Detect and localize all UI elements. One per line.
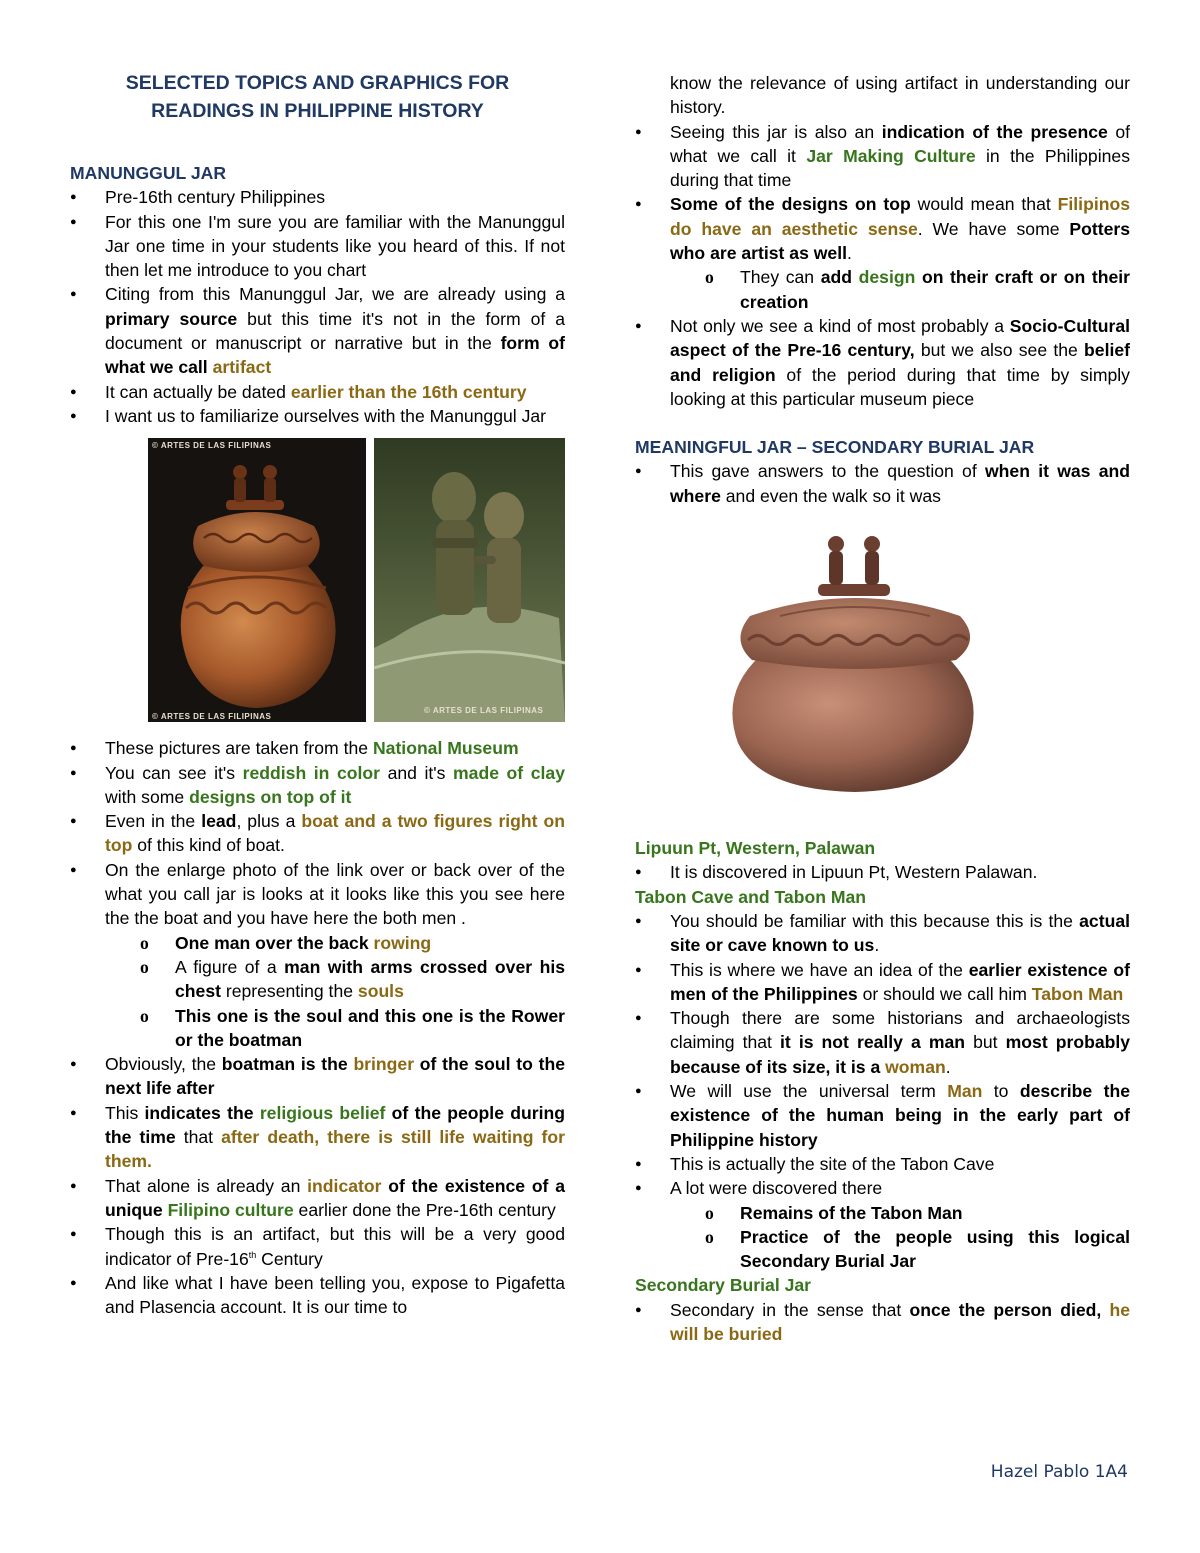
title-line-2: READINGS IN PHILIPPINE HISTORY [151, 100, 484, 122]
list-item: ● This indicates the religious belief of the people during the time that after death, there is still life waiting for them. [70, 1101, 565, 1174]
sub-list-item: o Remains of the Tabon Man [635, 1201, 1130, 1225]
list-item: ● It is discovered in Lipuun Pt, Western Palawan. [635, 860, 1130, 884]
heading-meaningful-jar: MEANINGFUL JAR – SECONDARY BURIAL JAR [635, 437, 1035, 458]
lipuun-list [635, 860, 1130, 884]
heading-secondary-burial: Secondary Burial Jar [635, 1275, 812, 1296]
list-item: ● Some of the designs on top would mean that Filipinos do have an aesthetic sense. We have some Potters who are artist as well. o They can add design on their craft or on their creation [635, 192, 1130, 313]
manunggul-list [70, 185, 565, 428]
list-item: ● This is actually the site of the Tabon Cave [635, 1152, 1130, 1176]
meaningful-jar-list [635, 459, 1130, 508]
manunggul-figures-photo [374, 438, 565, 722]
manunggul-description-list [70, 736, 565, 1319]
list-item: ● I want us to familiarize ourselves with the Manunggul Jar [70, 404, 565, 428]
sub-list [635, 265, 1130, 314]
list-item: ● These pictures are taken from the National Museum [70, 736, 565, 760]
photo-caption-2: © ARTES DE LAS FILIPINAS [152, 712, 272, 722]
list-item: ● Secondary in the sense that once the person died, he will be buried [635, 1298, 1130, 1347]
list-item: ● This is where we have an idea of the earlier existence of men of the Philippines or should we call him Tabon Man [635, 958, 1130, 1007]
sub-list-item: o Practice of the people using this logical Secondary Burial Jar [635, 1225, 1130, 1274]
sub-list [70, 931, 565, 1052]
list-item: ● We will use the universal term Man to describe the existence of the human being in the early part of Philippine history [635, 1079, 1130, 1152]
list-item: ● On the enlarge photo of the link over or back over of the what you call jar is looks at it looks like this you see here the the boat and you have here the both men . o One man over the back rowing o A figure of a man with arms crossed over his chest representing the souls o This one is the soul and this one is the Rower or the boatman [70, 858, 565, 1052]
list-item: ● A lot were discovered there o Remains of the Tabon Man o Practice of the people using this logical Secondary Burial Jar [635, 1176, 1130, 1273]
manunggul-photos [70, 438, 565, 722]
heading-manunggul-jar: MANUNGGUL JAR [70, 163, 227, 183]
list-item: ● Though this is an artifact, but this will be a very good indicator of Pre-16th Century [70, 1222, 565, 1271]
list-item: ● Though there are some historians and archaeologists claiming that it is not really a man but most probably because of its size, it is a woman. [635, 1006, 1130, 1079]
sub-list-item: o A figure of a man with arms crossed over his chest representing the souls [70, 955, 565, 1004]
footer-author: Hazel Pablo 1A4 [990, 1462, 1128, 1482]
list-item: ● Obviously, the boatman is the bringer of the soul to the next life after [70, 1052, 565, 1101]
photo-caption-3: © ARTES DE LAS FILIPINAS [424, 706, 544, 716]
sub-list-item: o This one is the soul and this one is the Rower or the boatman [70, 1004, 565, 1053]
list-item: ● It can actually be dated earlier than the 16th century [70, 380, 565, 404]
list-item: ● You should be familiar with this because this is the actual site or cave known to us. [635, 909, 1130, 958]
burial-jar-image [720, 528, 990, 798]
heading-tabon: Tabon Cave and Tabon Man [635, 886, 867, 907]
heading-lipuun: Lipuun Pt, Western, Palawan [635, 838, 876, 859]
secondary-burial-list [635, 1298, 1130, 1347]
continued-list [635, 71, 1130, 411]
right-column [635, 0, 1130, 1346]
manunggul-jar-photo [148, 438, 366, 722]
manunggul-jar-image [148, 438, 366, 722]
list-item: ● You can see it's reddish in color and it's made of clay with some designs on top of it [70, 761, 565, 810]
list-item: ● And like what I have been telling you, expose to Pigafetta and Plasencia account. It is our time to [70, 1271, 565, 1320]
list-item: ● Even in the lead, plus a boat and a two figures right on top of this kind of boat. [70, 809, 565, 858]
list-item: ● That alone is already an indicator of the existence of a unique Filipino culture earlier done the Pre-16th century [70, 1174, 565, 1223]
sub-list-item: o One man over the back rowing [70, 931, 565, 955]
secondary-burial-jar-photo [720, 528, 990, 798]
sub-list-item: o They can add design on their craft or on their creation [635, 265, 1130, 314]
photo-caption-1: © ARTES DE LAS FILIPINAS [152, 441, 272, 451]
tabon-list [635, 909, 1130, 1273]
list-item: ● Pre-16th century Philippines [70, 185, 565, 209]
left-column [70, 0, 565, 1319]
list-item: ● This gave answers to the question of when it was and where and even the walk so it was [635, 459, 1130, 508]
list-item: ● Seeing this jar is also an indication of the presence of what we call it Jar Making Culture in the Philippines during that time [635, 120, 1130, 193]
list-item: ● Not only we see a kind of most probably a Socio-Cultural aspect of the Pre-16 century, but we also see the belief and religion of the period during that time by simply looking at this particular museum piece [635, 314, 1130, 411]
sub-list [635, 1201, 1130, 1274]
title-line-1: SELECTED TOPICS AND GRAPHICS FOR [125, 72, 510, 94]
manunggul-figures-image [374, 438, 565, 722]
list-item: ● Citing from this Manunggul Jar, we are already using a primary source but this time it's not in the form of a document or manuscript or narrative but in the form of what we call artifact [70, 282, 565, 379]
page-title [70, 69, 565, 125]
list-item-continued: know the relevance of using artifact in understanding our history. [670, 73, 1130, 118]
list-item: ● For this one I'm sure you are familiar with the Manunggul Jar one time in your students like you heard of this. If not then let me introduce to you chart [70, 210, 565, 283]
